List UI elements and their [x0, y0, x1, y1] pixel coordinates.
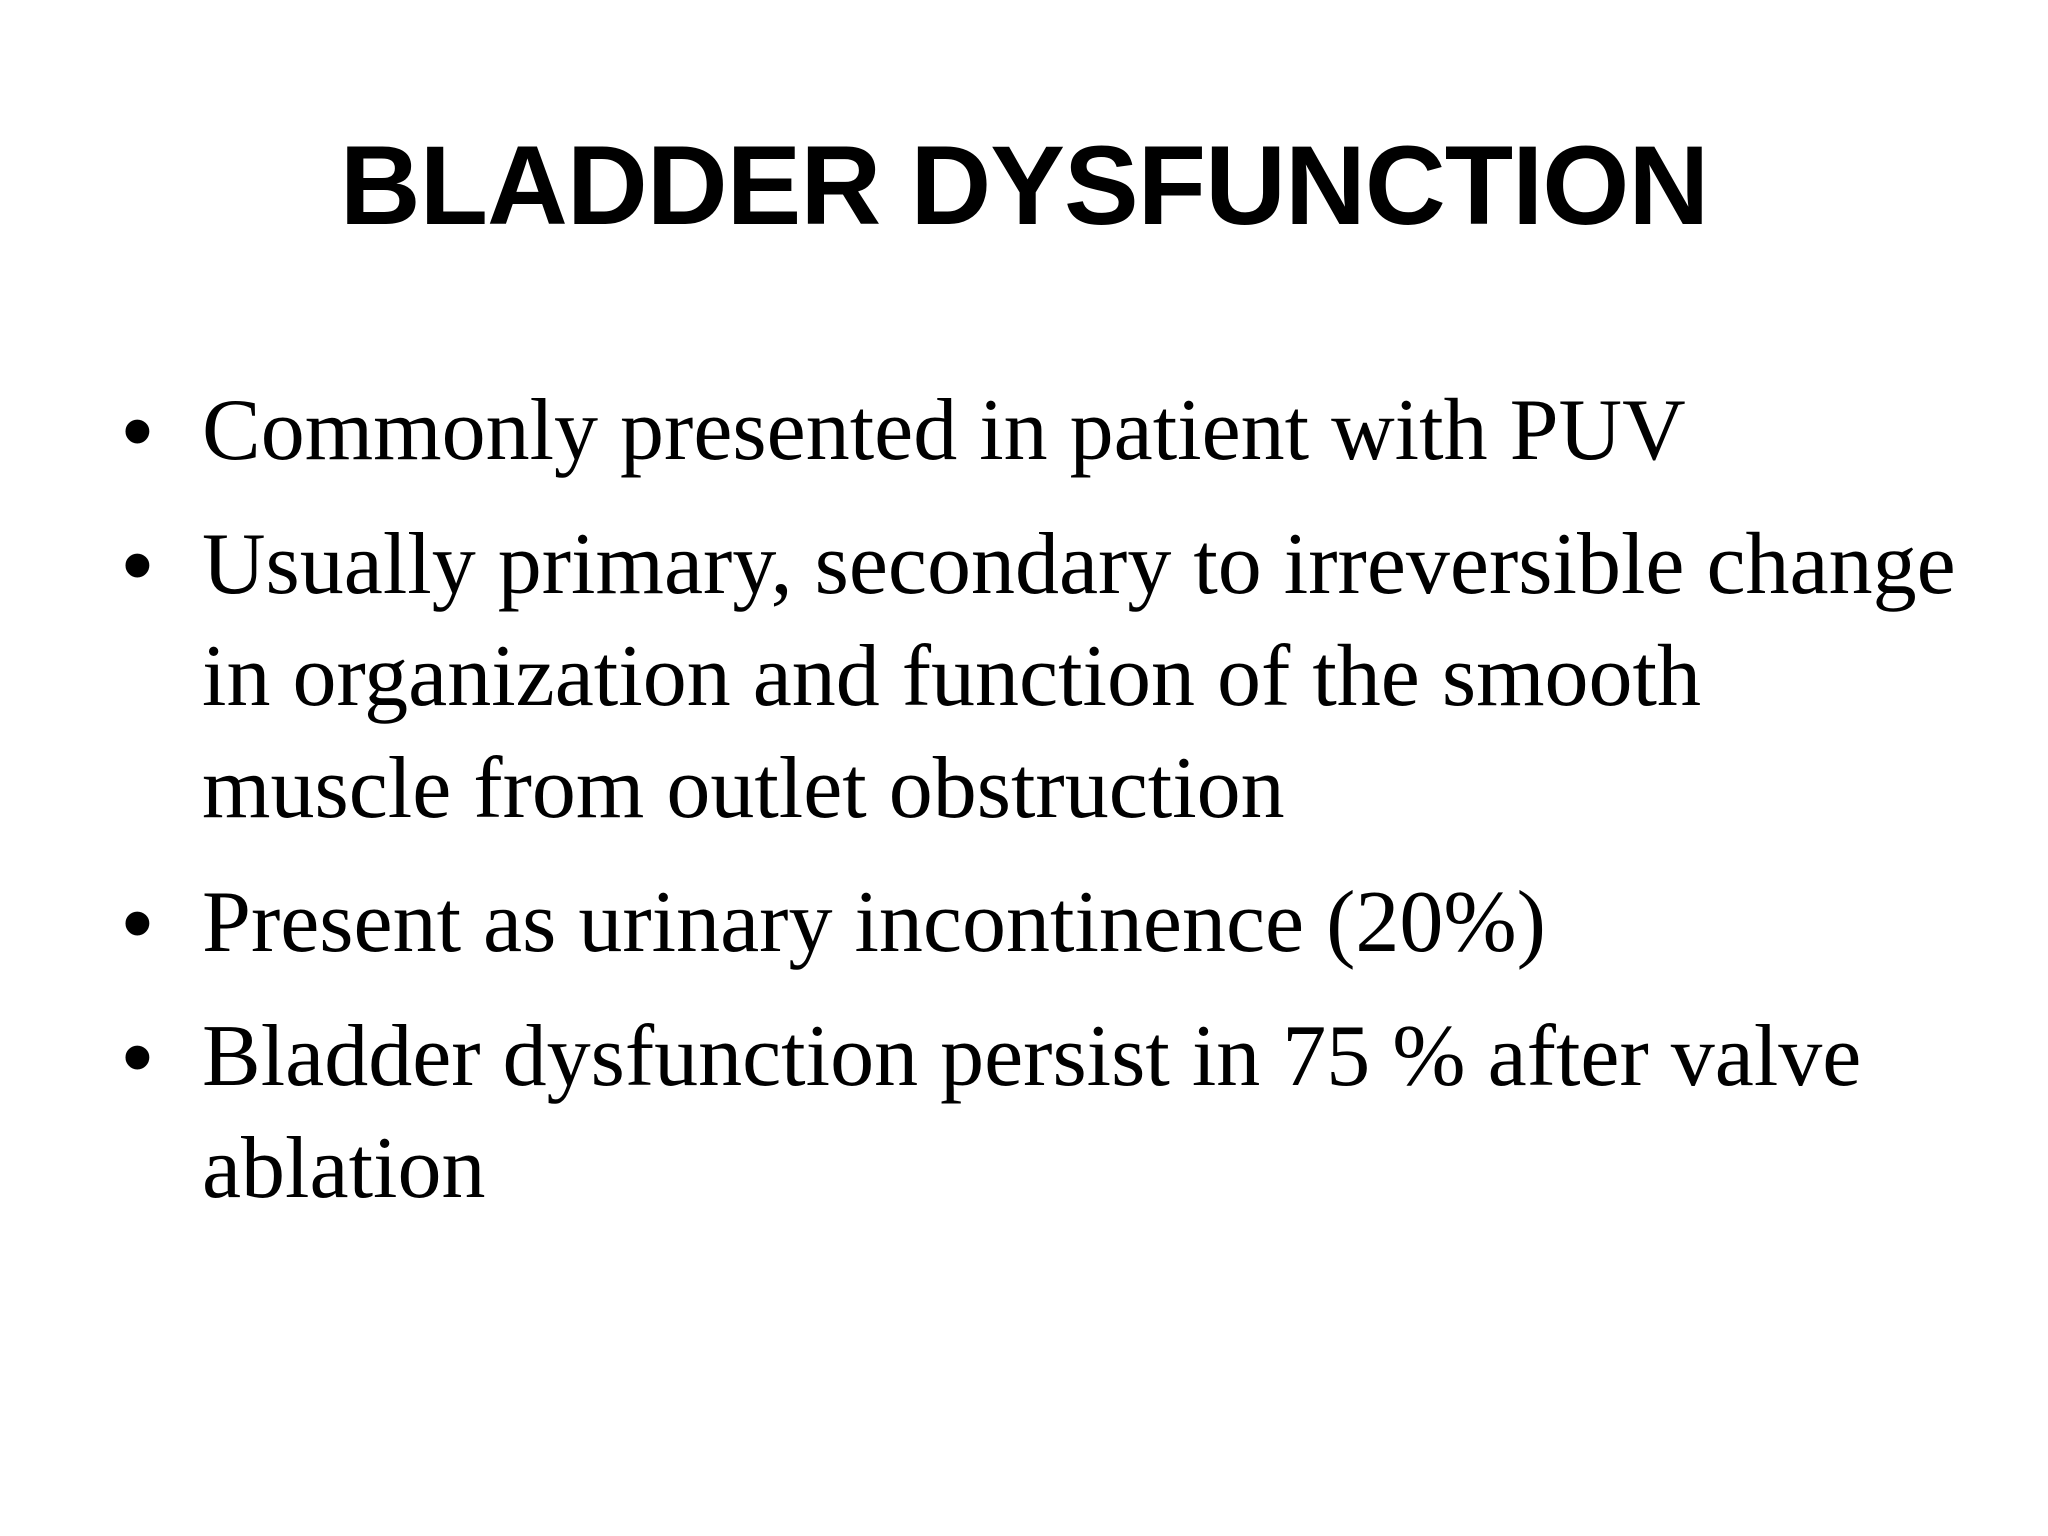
- bullet-dot-icon: •: [122, 1007, 153, 1106]
- bullet-dot-icon: •: [122, 515, 153, 614]
- bullet-text: Commonly presented in patient with PUV: [202, 382, 1686, 479]
- bullet-item: [122, 509, 1962, 845]
- bullet-text: Present as urinary incontinence (20%): [202, 874, 1546, 971]
- bullet-item: [122, 867, 1962, 979]
- bullet-text: Bladder dysfunction persist in 75 % after valve ablation: [202, 1008, 1862, 1217]
- slide-title: BLADDER DYSFUNCTION: [339, 123, 1709, 248]
- bullet-dot-icon: •: [122, 873, 153, 972]
- bullet-list: [122, 375, 1962, 1247]
- bullet-item: [122, 375, 1962, 487]
- bullet-dot-icon: •: [122, 381, 153, 480]
- bullet-text: Usually primary, secondary to irreversible change in organization and function of the smooth muscle from outlet obstruction: [202, 516, 1956, 837]
- bullet-item: [122, 1001, 1962, 1225]
